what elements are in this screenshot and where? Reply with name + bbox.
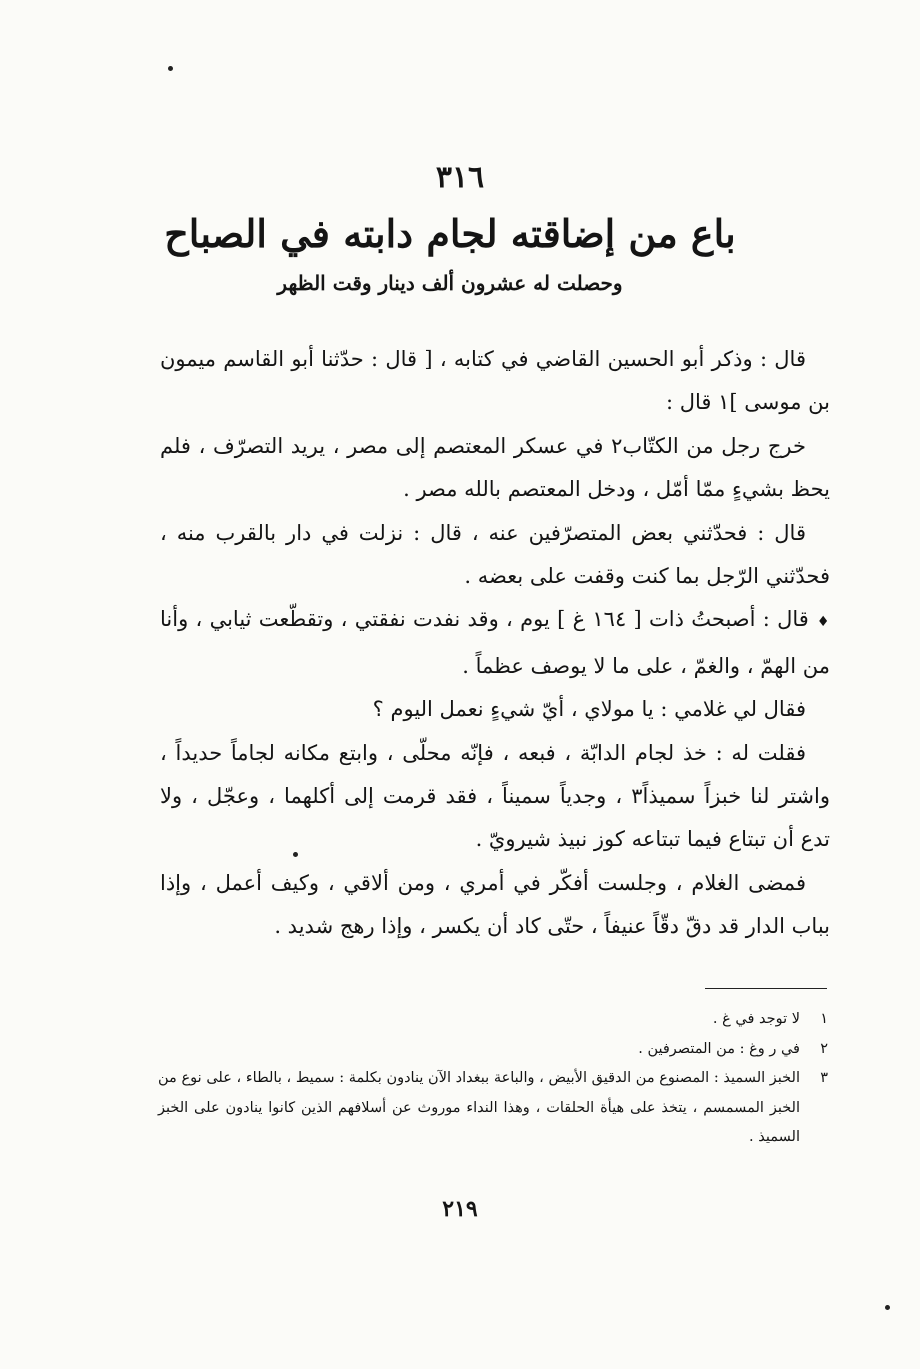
chapter-subtitle: وحصلت له عشرون ألف دينار وقت الظهر	[277, 271, 623, 295]
footnote-text: الخبز السميذ : المصنوع من الدقيق الأبيض ، والباعة ببغداد الآن ينادون بكلمة : سميط ، بالطاء ، على نوع من الخبز المسمسم ، يتخذ على هيأة الحلقات ، وهذا النداء موروث عن أسلافهم الذين كانوا ينادون على الخبز السميذ .	[158, 1070, 800, 1145]
paragraph: فقلت له : خذ لجام الدابّة ، فبعه ، فإنّه محلّى ، وابتع مكانه لجاماً حديداً ، واشتر لنا خبزاً سميذاً٣ ، وجدياً سميناً ، فقد قرمت إلى أكلهما ، وعجّل ، ولا تدع أن تبتاع فيما تبتاعه كوز نبيذ شيرويّ .	[160, 740, 830, 852]
footnote	[158, 1005, 828, 1035]
footnotes	[158, 1005, 828, 1153]
main-text	[160, 338, 830, 949]
footnote-number: ١	[820, 1011, 828, 1027]
paragraph: فقال لي غلامي : يا مولاي ، أيّ شيءٍ نعمل اليوم ؟	[372, 697, 806, 722]
chapter-title: باع من إضاقته لجام دابته في الصباح	[164, 211, 736, 256]
paper-speck	[885, 1305, 890, 1310]
footnote	[158, 1064, 828, 1153]
paragraph: خرج رجل من الكتّاب٢ في عسكر المعتصم إلى مصر ، يريد التصرّف ، فلم يحظ بشيءٍ ممّا أمّل ، ودخل المعتصم بالله مصر .	[160, 433, 830, 502]
paragraph-text: قال : أصبحتُ ذات [ ١٦٤ غ ] يوم ، وقد نفدت نفقتي ، وتقطّعت ثيابي ، وأنا من الهمّ ، والغمّ ، على ما لا يوصف عظماً .	[160, 607, 830, 678]
story-number: ٣١٦	[435, 160, 485, 195]
footnote-divider	[705, 988, 827, 989]
footnote-text: في ر وغ : من المتصرفين .	[638, 1040, 800, 1057]
footnote	[158, 1035, 828, 1065]
paragraph: فمضى الغلام ، وجلست أفكّر في أمري ، ومن ألاقي ، وكيف أعمل ، وإذا بباب الدار قد دقّ دقّاً عنيفاً ، حتّى كاد أن يكسر ، وإذا رهج شديد .	[160, 870, 830, 939]
footnote-number: ٢	[820, 1040, 828, 1057]
paper-speck	[168, 66, 173, 71]
page-number: ٢١٩	[442, 1196, 478, 1222]
paper-speck	[293, 852, 298, 857]
footnote-text: لا توجد في غ .	[712, 1011, 800, 1027]
footnote-number: ٣	[820, 1070, 828, 1086]
paragraph-marked	[160, 598, 830, 688]
paragraph: قال : فحدّثني بعض المتصرّفين عنه ، قال : نزلت في دار بالقرب منه ، فحدّثني الرّجل بما كنت وقفت على بعضه .	[160, 520, 830, 589]
paragraph-marker-icon: ♦	[816, 614, 830, 631]
paragraph: قال : وذكر أبو الحسين القاضي في كتابه ، [ قال : حدّثنا أبو القاسم ميمون بن موسى ]١ قال :	[160, 347, 830, 415]
